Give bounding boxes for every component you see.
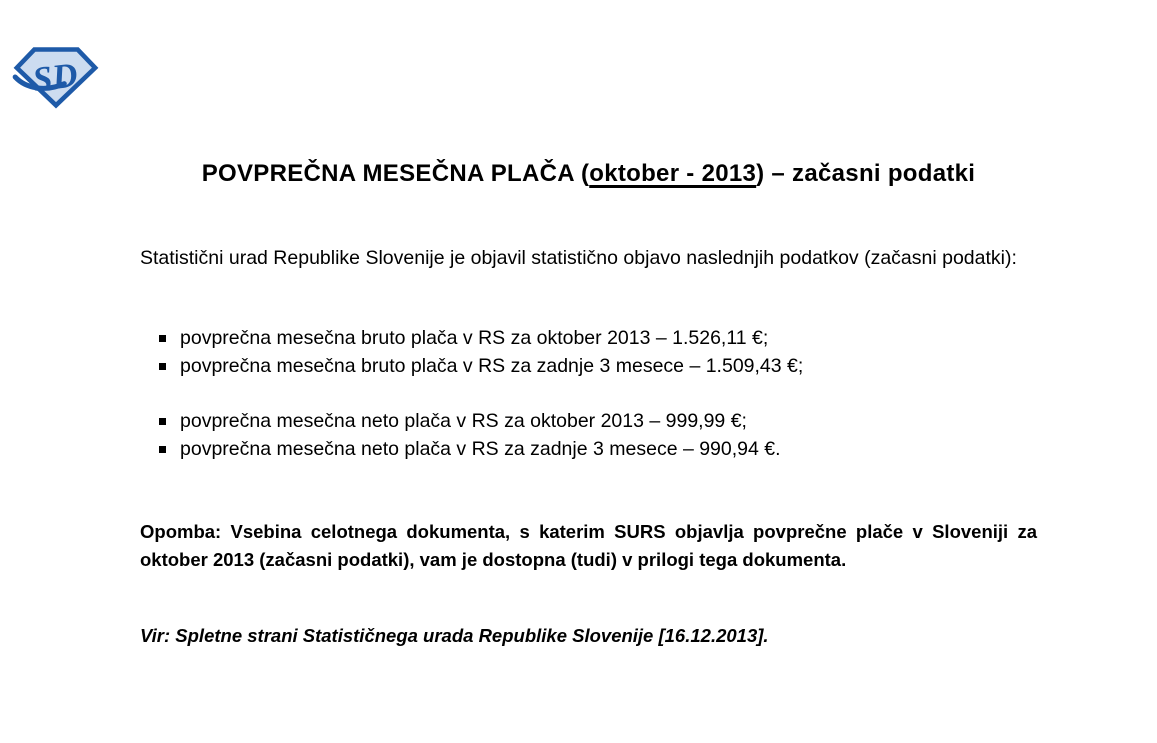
sd-logo xyxy=(14,47,98,107)
title-suffix: ) – začasni podatki xyxy=(756,160,976,187)
source-line: Vir: Spletne strani Statističnega urada Republike Slovenije [16.12.2013]. xyxy=(140,625,769,646)
title-underlined-period: oktober - 2013 xyxy=(589,160,757,187)
bullet-list-bruto xyxy=(140,324,1037,381)
bullet-text: povprečna mesečna neto plača v RS za oktober 2013 – 999,99 €; xyxy=(180,410,747,432)
title-prefix: POVPREČNA MESEČNA PLAČA ( xyxy=(201,160,590,187)
list-item xyxy=(140,435,1037,463)
square-bullet-icon xyxy=(159,446,166,453)
bullet-text: povprečna mesečna neto plača v RS za zadnje 3 mesece – 990,94 €. xyxy=(180,438,781,461)
bullet-list-neto xyxy=(140,407,1037,464)
bullet-text: povprečna mesečna bruto plača v RS za oktober 2013 – 1.526,11 €; xyxy=(180,327,769,349)
bullet-text: povprečna mesečna bruto plača v RS za zadnje 3 mesece – 1.509,43 €; xyxy=(180,355,804,378)
square-bullet-icon xyxy=(159,363,166,370)
list-item xyxy=(140,324,1037,352)
list-item xyxy=(140,407,1037,435)
sd-shield-icon xyxy=(14,47,98,107)
square-bullet-icon xyxy=(159,335,166,342)
page-title xyxy=(140,158,1037,190)
list-item xyxy=(140,352,1037,380)
intro-paragraph: Statistični urad Republike Slovenije je objavil statistično objavo naslednjih podatkov (začasni podatki): xyxy=(140,247,1017,269)
square-bullet-icon xyxy=(159,418,166,425)
note-paragraph: Opomba: Vsebina celotnega dokumenta, s katerim SURS objavlja povprečne plače v Sloveniji za oktober 2013 (začasni podatki), vam je dostopna (tudi) v prilogi tega dokumenta. xyxy=(140,521,1037,571)
sd-logo-letters: SD xyxy=(30,55,80,100)
